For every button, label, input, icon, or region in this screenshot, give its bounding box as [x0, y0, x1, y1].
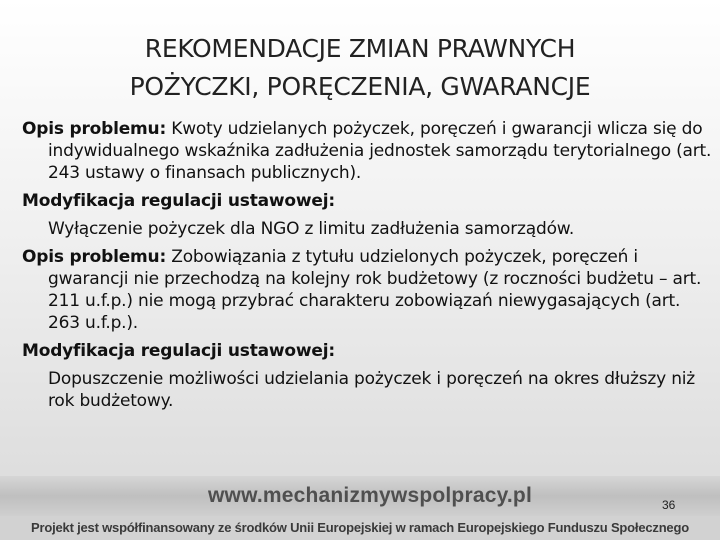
modification-heading-1: [22, 190, 714, 212]
footer-url[interactable]: www.mechanizmywspolpracy.pl: [208, 484, 532, 507]
title-line-1: REKOMENDACJE ZMIAN PRAWNYCH: [144, 34, 576, 63]
page-number: 36: [662, 498, 676, 512]
problem-label-1: Opis problemu:: [22, 119, 167, 139]
modification-label-2: Modyfikacja regulacji ustawowej:: [22, 341, 335, 361]
problem-paragraph-2: [22, 246, 714, 334]
problem-label-2: Opis problemu:: [22, 247, 167, 267]
title-line-2: POŻYCZKI, PORĘCZENIA, GWARANCJE: [129, 72, 591, 101]
modification-text-1: Wyłączenie pożyczek dla NGO z limitu zadłużenia samorządów.: [48, 219, 575, 239]
modification-text-2: Dopuszczenie możliwości udzielania pożyczek i poręczeń na okres dłuższy niż rok budżetowy.: [48, 369, 696, 411]
slide-content: [22, 118, 714, 418]
modification-label-1: Modyfikacja regulacji ustawowej:: [22, 191, 335, 211]
modification-heading-2: [22, 340, 714, 362]
funding-note: Projekt jest współfinansowany ze środków Unii Europejskiej w ramach Europejskiego Funduszu Społecznego: [31, 520, 689, 535]
problem-text-2: Zobowiązania z tytułu udzielonych pożyczek, poręczeń i gwarancji nie przechodzą na kolejny rok budżetowy (z roczności budżetu – art. 211 u.f.p.) nie mogą przybrać charakteru zobowiązań niewygasających (art. 263 u.f.p.).: [48, 247, 702, 333]
problem-paragraph-1: [22, 118, 714, 184]
problem-text-1: Kwoty udzielanych pożyczek, poręczeń i gwarancji wlicza się do indywidualnego wskaźnika zadłużenia jednostek samorządu terytorialnego (art. 243 ustawy o finansach publicznych).: [48, 119, 712, 183]
slide-title: [0, 30, 720, 106]
